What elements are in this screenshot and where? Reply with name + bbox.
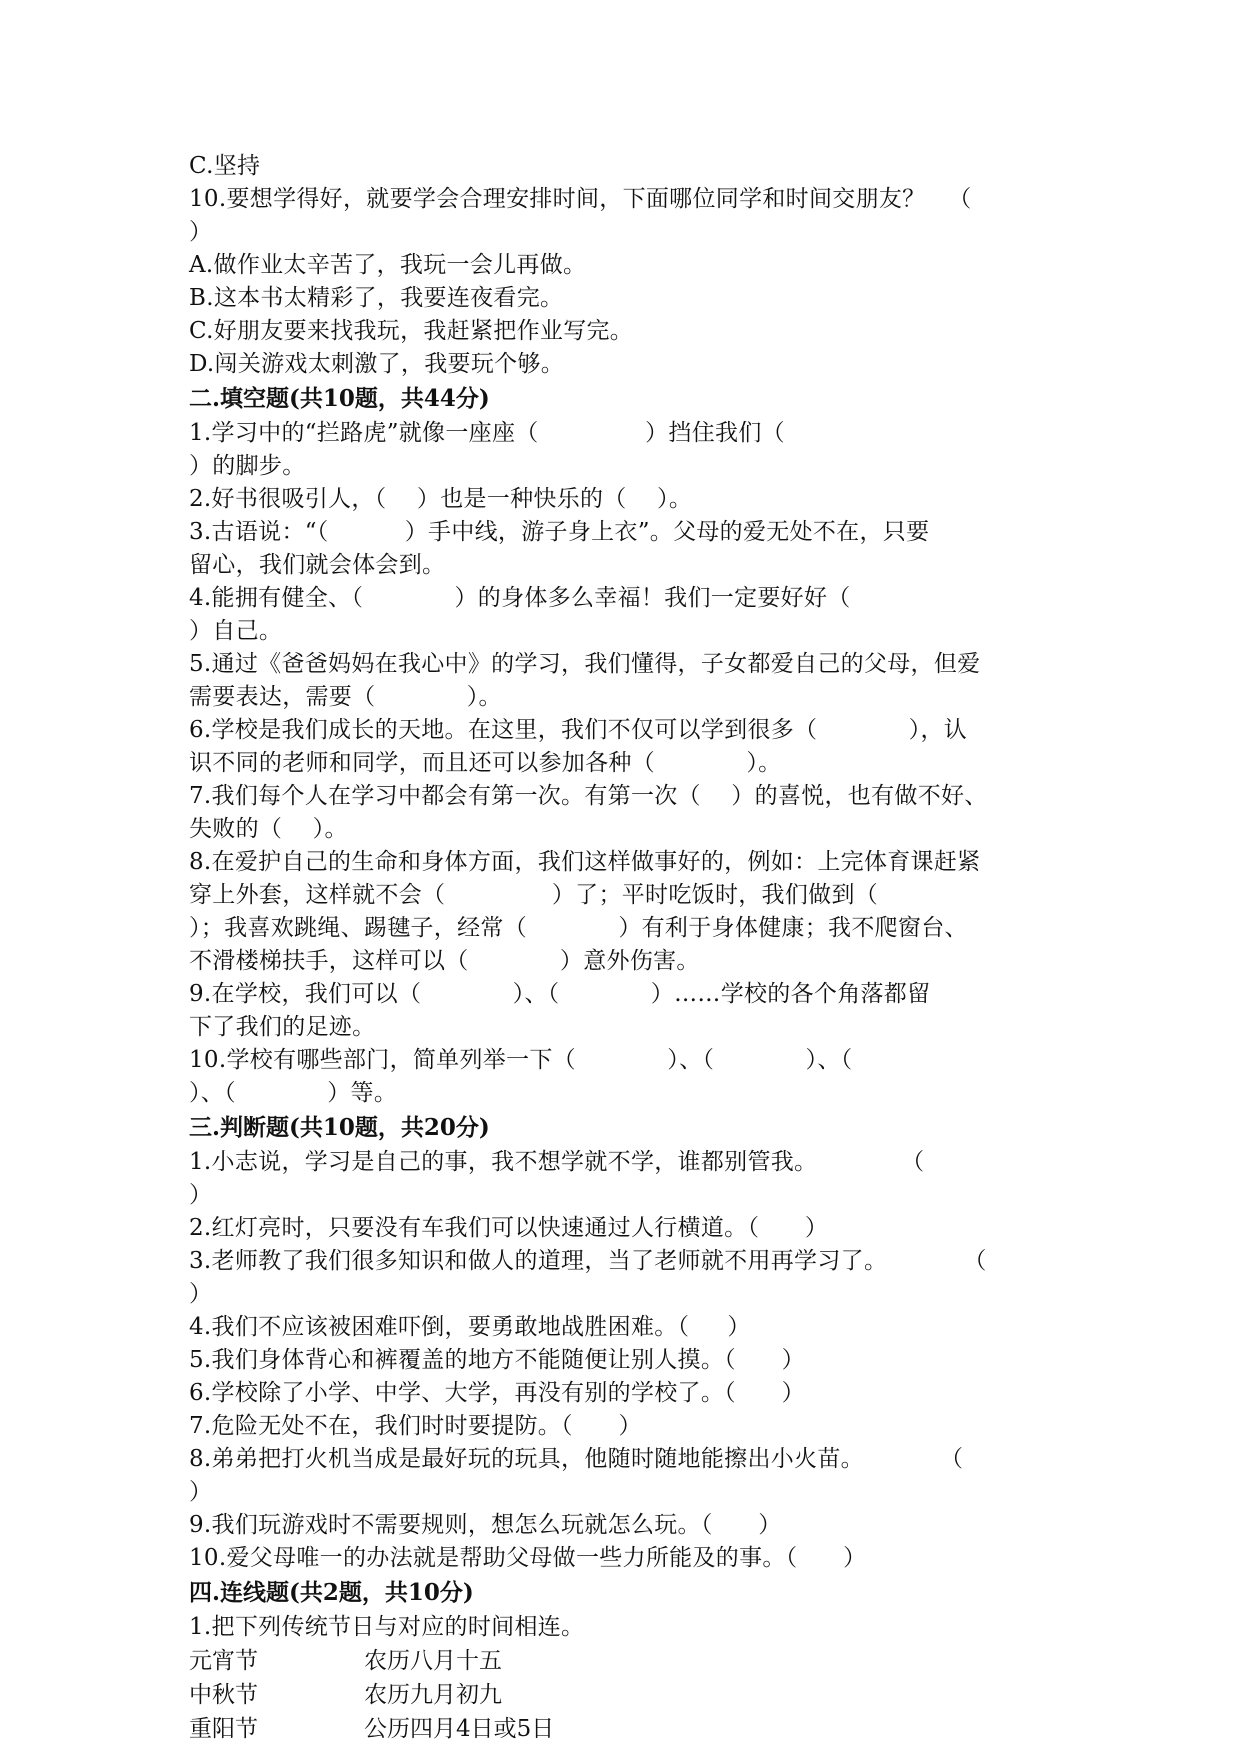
section-matching bbox=[189, 1577, 1069, 1746]
question-line: ） bbox=[189, 1182, 213, 1208]
question-line: ）自己。 bbox=[189, 618, 283, 644]
matching-row bbox=[189, 1678, 1069, 1712]
document-content bbox=[189, 150, 1069, 1746]
question-line: ）；我喜欢跳绳、踢毽子，经常（ ）有利于身体健康；我不爬窗台、 bbox=[189, 915, 968, 941]
question-line: ）、（ ）等。 bbox=[189, 1080, 398, 1106]
festival-date: 公历四月4日或5日 bbox=[364, 1716, 555, 1742]
question-line: 2.好书很吸引人，（ ）也是一种快乐的（ ）。 bbox=[189, 486, 693, 512]
question-line: 下了我们的足迹。 bbox=[189, 1014, 376, 1040]
question-line: ） bbox=[189, 1281, 213, 1307]
question-line: ） bbox=[189, 1479, 213, 1505]
matching-row bbox=[189, 1712, 1069, 1746]
option-line: D.闯关游戏太刺激了，我要玩个够。 bbox=[189, 351, 565, 377]
section-heading: 二.填空题(共10题，共44分) bbox=[189, 385, 490, 412]
option-line: C.好朋友要来找我玩，我赶紧把作业写完。 bbox=[189, 318, 634, 344]
question-line: 9.我们玩游戏时不需要规则，想怎么玩就怎么玩。（ ） bbox=[189, 1512, 782, 1538]
question-line: 6.学校是我们成长的天地。在这里，我们不仅可以学到很多（ ），认 bbox=[189, 717, 968, 743]
section-heading: 三.判断题(共10题，共20分) bbox=[189, 1114, 490, 1141]
question-line: 2.红灯亮时，只要没有车我们可以快速通过人行横道。（ ） bbox=[189, 1215, 829, 1241]
question-line: 留心，我们就会体会到。 bbox=[189, 552, 446, 578]
section-heading: 四.连线题(共2题，共10分) bbox=[189, 1579, 474, 1606]
question-line: 1.小志说，学习是自己的事，我不想学就不学，谁都别管我。 （ bbox=[189, 1149, 925, 1175]
matching-row bbox=[189, 1644, 1069, 1678]
question-line: 9.在学校，我们可以（ ）、（ ）……学校的各个角落都留 bbox=[189, 981, 931, 1007]
question-line: 穿上外套，这样就不会（ ）了；平时吃饭时，我们做到（ bbox=[189, 882, 879, 908]
question-line: 10.学校有哪些部门，简单列举一下（ ）、（ ）、（ bbox=[189, 1047, 853, 1073]
option-line: A.做作业太辛苦了，我玩一会儿再做。 bbox=[189, 252, 587, 278]
option-line: C.坚持 bbox=[189, 153, 261, 179]
question-line: 4.能拥有健全、（ ）的身体多么幸福！我们一定要好好（ bbox=[189, 585, 851, 611]
question-line: 8.弟弟把打火机当成是最好玩的玩具，他随时随地能擦出小火苗。 （ bbox=[189, 1446, 964, 1472]
question-line: 7.危险无处不在，我们时时要提防。（ ） bbox=[189, 1413, 642, 1439]
question-line: 不滑楼梯扶手，这样可以（ ）意外伤害。 bbox=[189, 948, 700, 974]
festival-name: 元宵节 bbox=[189, 1648, 258, 1674]
section-fill-blank bbox=[189, 383, 1069, 1110]
question-line: 8.在爱护自己的生命和身体方面，我们这样做事好的，例如：上完体育课赶紧 bbox=[189, 849, 981, 875]
question-line: 7.我们每个人在学习中都会有第一次。有第一次（ ）的喜悦，也有做不好、 bbox=[189, 783, 988, 809]
question-line: 1.学习中的“拦路虎”就像一座座（ ）挡住我们（ bbox=[189, 420, 785, 446]
question-line: 4.我们不应该被困难吓倒，要勇敢地战胜困难。（ ） bbox=[189, 1314, 751, 1340]
question-line: ） bbox=[189, 219, 213, 245]
festival-date: 农历八月十五 bbox=[364, 1648, 502, 1674]
festival-name: 中秋节 bbox=[189, 1682, 258, 1708]
section-true-false bbox=[189, 1112, 1069, 1575]
question-line: 失败的（ ）。 bbox=[189, 816, 348, 842]
question-line: ）的脚步。 bbox=[189, 453, 306, 479]
question-line: 需要表达，需要（ ）。 bbox=[189, 684, 502, 710]
question-line: 6.学校除了小学、中学、大学，再没有别的学校了。（ ） bbox=[189, 1380, 805, 1406]
question-line: 10.要想学得好，就要学会合理安排时间，下面哪位同学和时间交朋友？ （ bbox=[189, 186, 972, 212]
question-line: 3.古语说：“（ ）手中线，游子身上衣”。父母的爱无处不在，只要 bbox=[189, 519, 930, 545]
question-line: 5.我们身体背心和裤覆盖的地方不能随便让别人摸。（ ） bbox=[189, 1347, 805, 1373]
question-line: 10.爱父母唯一的办法就是帮助父母做一些力所能及的事。（ ） bbox=[189, 1545, 867, 1571]
festival-name: 重阳节 bbox=[189, 1716, 258, 1742]
question-line: 识不同的老师和同学，而且还可以参加各种（ ）。 bbox=[189, 750, 782, 776]
section1-tail bbox=[189, 150, 1069, 381]
option-line: B.这本书太精彩了，我要连夜看完。 bbox=[189, 285, 564, 311]
festival-date: 农历九月初九 bbox=[364, 1682, 502, 1708]
question-line: 3.老师教了我们很多知识和做人的道理，当了老师就不用再学习了。 （ bbox=[189, 1248, 987, 1274]
question-line: 1.把下列传统节日与对应的时间相连。 bbox=[189, 1614, 585, 1640]
question-line: 5.通过《爸爸妈妈在我心中》的学习，我们懂得，子女都爱自己的父母，但爱 bbox=[189, 651, 981, 677]
